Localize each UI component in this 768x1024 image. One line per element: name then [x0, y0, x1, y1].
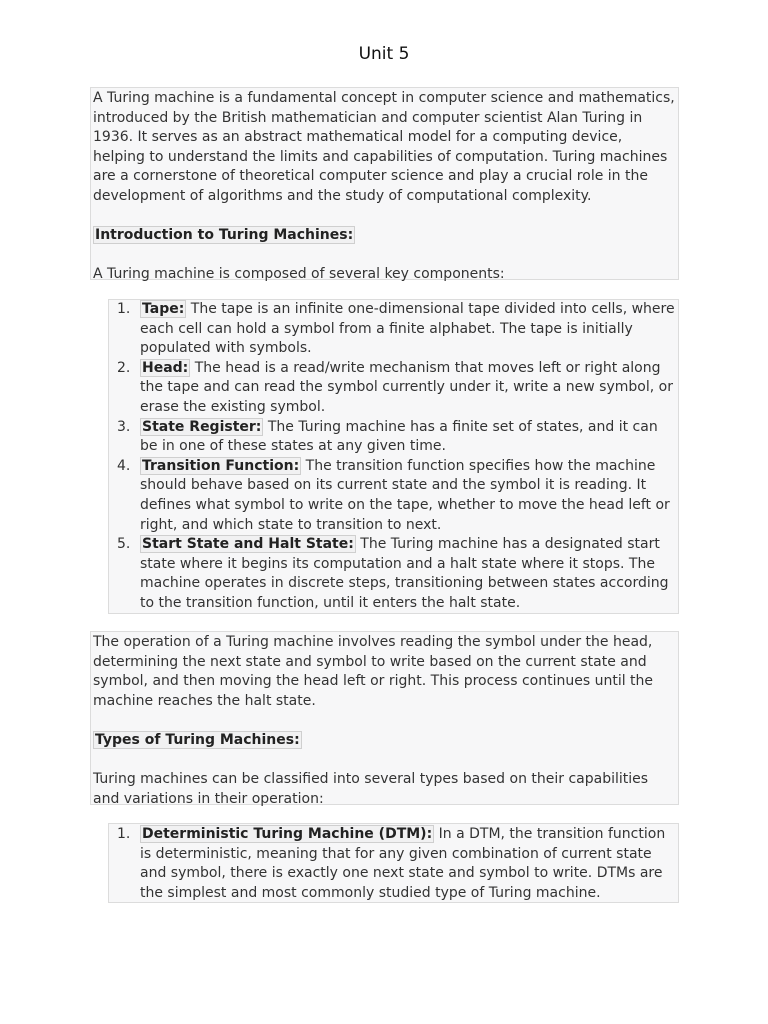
list-item: 1. Tape: The tape is an infinite one-dimensional tape divided into cells, where each cell can hold a symbol from a finite alphabet. The tape is initially populated with symbols. — [117, 301, 675, 357]
operation-paragraph: The operation of a Turing machine involves reading the symbol under the head, determining the next state and symbol to write based on the current state and symbol, and then moving the head left or right. This process continues until the machine reaches the halt state. — [93, 634, 654, 709]
list-item-term: State Register: — [142, 418, 262, 435]
components-list — [110, 300, 676, 614]
list-item: 3. State Register: The Turing machine has a finite set of states, and it can be in one of these states at any given time. — [117, 418, 658, 455]
types-heading: Types of Turing Machines: — [95, 731, 300, 748]
list-item: 4. Transition Function: The transition function specifies how the machine should behave based on its current state and the symbol it is reading. It defines what symbol to write on the tape, whether to move the head left or right, and which state to transition to next. — [117, 457, 670, 533]
intro-section — [90, 87, 679, 283]
list-item-term: Tape: — [142, 301, 185, 317]
list-item: 2. Head: The head is a read/write mechanism that moves left or right along the tape and can read the symbol currently under it, write a new symbol, or erase the existing symbol. — [117, 359, 673, 415]
intro-lead: A Turing machine is composed of several key components: — [93, 266, 505, 283]
list-item-text: The transition function specifies how the machine should behave based on its current state and the symbol it is reading. It defines what symbol to write on the tape, whether to move the head left or right, and which state to transition to next. — [140, 457, 670, 533]
types-lead: Turing machines can be classified into several types based on their capabilities and variations in their operation: — [93, 771, 649, 807]
intro-paragraph: A Turing machine is a fundamental concept in computer science and mathematics, introduced by the British mathematician and computer scientist Alan Turing in 1936. It serves as an abstract mathematical model for a computing device, helping to understand the limits and capabilities of computation. Turing machines are a cornerstone of theoretical computer science and play a crucial role in the development of algorithms and the study of computational complexity. — [93, 90, 675, 204]
components-list-box — [108, 299, 679, 614]
list-item-term: Start State and Halt State: — [142, 536, 354, 553]
list-item: 1. Deterministic Turing Machine (DTM): In a DTM, the transition function is deterministic, meaning that for any given combination of current state and symbol, there is exactly one next state and symbol to write. DTMs are the simplest and most commonly studied type of Turing machine. — [117, 826, 666, 901]
list-item-text: The Turing machine has a finite set of states, and it can be in one of these states at any given time. — [140, 418, 658, 455]
intro-heading: Introduction to Turing Machines: — [95, 227, 354, 244]
list-item-term: Head: — [142, 359, 189, 376]
list-item-term: Transition Function: — [142, 457, 300, 474]
list-item-text: The Turing machine has a designated start state where it begins its computation and a halt state where it stops. The machine operates in discrete steps, transitioning between states according to the transition function, until it enters the halt state. — [140, 536, 669, 611]
list-item-term: Deterministic Turing Machine (DTM): — [142, 826, 433, 842]
page-title: Unit 5 — [358, 44, 410, 64]
list-item-text: In a DTM, the transition function is deterministic, meaning that for any given combination of current state and symbol, there is exactly one next state and symbol to write. DTMs are the simplest and most commonly studied type of Turing machine. — [140, 826, 666, 901]
list-item-text: The tape is an infinite one-dimensional tape divided into cells, where each cell can hold a symbol from a finite alphabet. The tape is initially populated with symbols. — [140, 301, 675, 357]
list-item-text: The head is a read/write mechanism that moves left or right along the tape and can read the symbol currently under it, write a new symbol, or erase the existing symbol. — [140, 359, 673, 415]
types-list — [110, 825, 676, 903]
list-item: 5. Start State and Halt State: The Turing machine has a designated start state where it begins its computation and a halt state where it stops. The machine operates in discrete steps, transitioning between states according to the transition function, until it enters the halt state. — [117, 536, 669, 611]
types-list-box — [108, 823, 679, 903]
operation-section — [90, 631, 679, 805]
